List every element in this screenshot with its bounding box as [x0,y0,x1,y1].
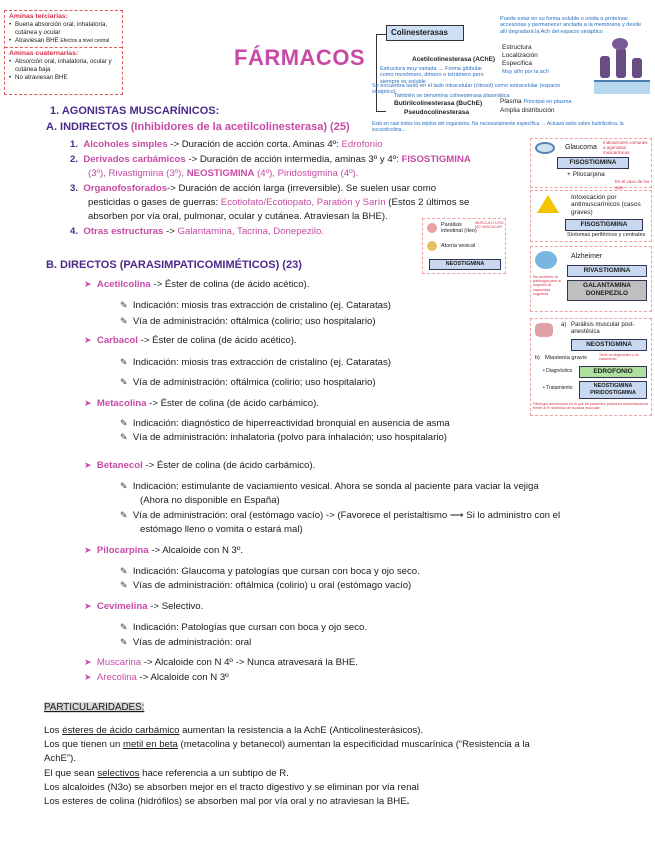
particularidad-line: Los ésteres de ácido carbámico aumentan la resistencia a la AchE (Anticolinesterásicos). [44,725,424,736]
pilocarpina-note: En el caso de los ojos [615,179,650,190]
section-indirectos-heading: A. INDIRECTOS (Inhibidores de la acetilcolinesterasa) (25) [46,121,350,133]
acetilcolina-indication: ✎ Indicación: miosis tras extracción de cristalino (ej. Cataratas) [120,300,391,311]
cholinesterase-diagram [372,14,650,132]
particularidad-line: Los que tienen un metil en beta (metacolina y betanecol) aumentan la especificidad muscarínica (“Resistencia a la [44,739,530,750]
section-agonistas-heading: 1. AGONISTAS MUSCARÍNICOS: [50,105,220,117]
treatment-label: • Tratamiento [543,385,573,391]
bche-bottom-note: Está en casi todos los tejidos del organismo. No necesariamente específica → Actuará tanto sobre butirilcolina, la succinilcolina... [372,121,624,133]
a-label: a) [561,322,567,328]
carbacol-route: ✎ Vía de administración: oftálmica (colirio; uso hospitalario) [120,377,376,388]
direct-drug-carbacol: ➤ Carbacol -> Éster de colina (de ácido acético). [84,335,297,346]
ache-note: Estructura muy variada → Forma globular como monómero, dímero o tetrámero pero siempre es soluble [380,66,484,85]
muscle-icon [535,323,553,337]
ache-label: Acetilcolinesterasa (AChE) [412,56,496,63]
alzheimer-note: No revierten la patología pero si mejoran la capacidad cognitiva [533,275,562,296]
fisostigmina-tag: FISOSTIGMINA [557,157,629,169]
enzyme-shape [600,56,610,78]
direct-drug-betanecol: ➤ Betanecol -> Éster de colina (de ácido carbámico). [84,460,316,471]
direct-drug-pilocarpina: ➤ Pilocarpina -> Alcaloide con N 3º. [84,545,244,556]
alzheimer-label: Alzheimer [571,253,603,260]
glaucoma-card [530,138,652,188]
cevimelina-route: ✎ Vías de administración: oral [120,637,252,648]
warning-icon [537,195,559,213]
metacolina-indication: ✎ Indicación: diagnóstico de hiperreactividad bronquial en ausencia de asma [120,418,450,429]
list-item-indirect-2: 2. Derivados carbámicos -> Duración de acción intermedia, aminas 3º y 4º: FISOSTIGMINA [70,154,471,165]
particularidad-line: El que sean selectivos hace referencia a un subtipo de R. [44,768,289,779]
pilocarpina-route: ✎ Vías de administración: oftálmica (colirio) u oral (estómago vacío) [120,580,412,591]
quaternary-amines-heading: Aminas cuaternarias: [9,49,79,57]
list-item-indirect-3-cont2: absorben por vía oral, pulmonar, ocular y cutánea. Atraviesan la BHE). [88,211,388,222]
intestinal-paralysis-card [422,218,506,274]
bche-note: También se denomina colinesterasa plasmática [394,93,510,99]
glaucoma-note: Indicaciones comunes a agonistas muscarínicos [603,140,648,155]
post-anesthetic-label: Parálisis muscular post-anestésica [571,322,635,335]
especifica-note: Muy afín por la ach [502,69,549,75]
tertiary-amines-point: • Buena absorción oral, inhalatoria, cutánea y ocular [9,21,118,37]
list-item-indirect-1: 1. Alcoholes simples -> Duración de acción corta. Aminas 4º: Edrofonio [70,139,383,150]
rivastigmina-tag: RIVASTIGMINA [567,265,647,277]
particularidad-line: Los esteres de colina (hidrófilos) se absorben mal por vía oral y no atraviesan la BHE. [44,796,410,807]
carbacol-indication: ✎ Indicación: miosis tras extracción de cristalino (ej. Cataratas) [120,357,391,368]
particularidad-line: Los alcaloides (N3o) se absorben mejor en el tracto digestivo y se eliminan por vía renal [44,782,419,793]
list-item-indirect-3: 3. Organofosforados-> Duración de acción larga (irreversible). Se suelen usar como [70,183,437,194]
direct-drug-metacolina: ➤ Metacolina -> Éster de colina (de ácido carbámico). [84,398,319,409]
especifica-label: Específica [502,60,532,67]
enzyme-shape [616,48,626,78]
direct-drug-acetilcolina: ➤ Acetilcolina -> Éster de colina (de ácido acético). [84,279,310,290]
edrofonio-tag: EDROFONIO [579,366,647,378]
metacolina-route: ✎ Vía de administración: inhalatoria (polvo para inhalación; uso hospitalario) [120,432,448,443]
intestine-icon [427,223,437,233]
localizacion-label: Localización [502,52,538,59]
diagram-note: Puede estar en su forma soluble o unida a proteínas accesorias y permanecer anclada a la membrana y desde allí degradará la Ach del espacio sináptico [500,16,642,35]
quaternary-amines-point: • No atraviesan BHE [9,74,118,82]
distribution-label: Amplia distribución [500,107,555,114]
alzheimer-card [530,246,652,312]
synapse-illustration [594,38,650,98]
neostigmina-tag: NEOSTIGMINA [429,259,501,270]
myasthenia-card [530,318,652,416]
direct-drug-arecolina: ➤ Arecolina -> Alcaloide con N 3º [84,672,229,683]
myasthenia-label: Miastenia gravis [545,355,587,361]
betanecol-route: ✎ Vía de administración: oral (estómago vacío) -> (Favorece el peristaltismo ⟶ Si lo administro con el [120,510,561,521]
pseudo-label: Pseudocolinesterasa [404,109,470,116]
list-item-indirect-4: 4. Otras estructuras -> Galantamina, Tacrina, Donepezilo. [70,226,324,237]
eye-icon [535,142,555,154]
fisostigmina-tag-2: FISOSTIGMINA [565,219,643,231]
page-title: FÁRMACOS [234,45,366,70]
paralisis-label: Parálisis intestinal (íleo) [441,222,477,235]
membrane-shape [594,80,650,94]
pilocarpina-tag: + Pilocarpina [567,171,605,178]
tertiary-amines-heading: Aminas terciarias: [9,13,68,20]
b-label: b) [535,355,540,361]
galantamina-tag: GALANTAMINA DONEPEZILO [567,280,647,301]
brain-icon [535,251,557,269]
neostigmina-tag-2: NEOSTIGMINA [571,339,647,351]
direct-drug-muscarina: ➤ Muscarina -> Alcaloide con N 4º -> Nunca atravesará la BHE. [84,657,358,668]
intoxication-card [530,190,652,242]
myasthenia-note: Tiene un diagnóstico y un tratamiento [599,353,639,361]
plasma-label: Plasma Principal en plasma [500,98,572,105]
intoxication-label: Intoxicación por antimuscarínicos (casos graves) [571,194,641,216]
particularidad-line-cont: AchE”). [44,753,76,764]
symptoms-label: Síntomas periféricos y centrales [567,232,646,238]
amines-info-box [4,10,123,95]
betanecol-route-cont: estómago lleno o vomita o estará mal) [140,524,303,535]
tertiary-amines-point: • Atraviesan BHE Efectos a nivel central [9,37,118,45]
cholinesterases-box: Colinesterasas [386,25,464,41]
quaternary-amines-point: • Absorción oral, inhalatoria, ocular y cutánea baja [9,58,118,74]
pilocarpina-indication: ✎ Indicación: Glaucoma y patologías que cursan con boca y ojo seco. [120,566,420,577]
location-note: Se encuentra tanto en el lado intracelular (citosol) como extracelular (espacio sináptico) [372,83,561,96]
list-item-indirect-3-cont: pesticidas o gases de guerras: Ecotiofato/Ecotiopato, Paratión y Sarín (Estos 2 últimos se [88,197,470,208]
acetilcolina-route: ✎ Vía de administración: oftálmica (colirio; uso hospitalario) [120,316,376,327]
enzyme-shape [632,58,642,78]
list-item-indirect-2-cont: (3º), Rivastigmina (3º), NEOSTIGMINA (4º), Piridostigmina (4º). [88,168,359,179]
enzyme-head-shape [612,38,628,50]
bladder-icon [427,241,437,251]
direct-drug-cevimelina: ➤ Cevimelina -> Selectivo. [84,601,204,612]
betanecol-indication-cont: (Ahora no disponible en España) [140,495,280,506]
diagnosis-label: • Diagnóstico [543,368,573,374]
paralisis-note: MÚSCULO LISO NO VASCULAR [475,221,504,230]
bche-label: Butirilcolinesterasa (BuChE) [394,100,483,107]
estructura-label: Estructura [502,44,532,51]
glaucoma-label: Glaucoma [565,144,597,151]
neo-piri-tag: NEOSTIGMINA PIRIDOSTIGMINA [579,381,647,399]
myasthenia-bottom-note: Patología autoinmune en la que los pacientes producen autoanticuerpos frente al R nicotínico de la placa muscular [533,402,649,410]
betanecol-indication: ✎ Indicación: estimulante de vaciamiento vesical. Ahora se sonda al paciente para vaciar la vejiga [120,481,539,492]
particularidades-heading: PARTICULARIDADES: [44,702,145,713]
atonia-label: Atonía vesical [441,243,476,249]
cevimelina-indication: ✎ Indicación: Patologías que cursan con boca y ojo seco. [120,622,368,633]
section-directos-heading: B. DIRECTOS (PARASIMPATICOMIMÉTICOS) (23) [46,259,302,271]
